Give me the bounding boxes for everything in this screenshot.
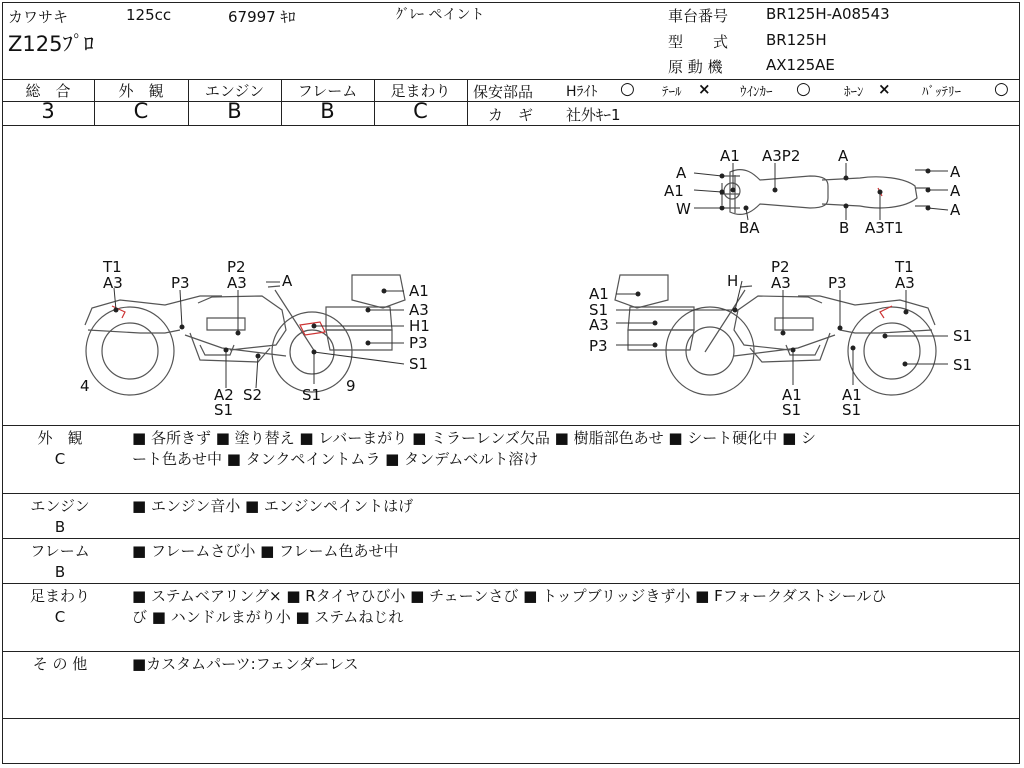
- damage-label: T1: [895, 258, 914, 276]
- note-label-suspension: 足まわり: [29, 587, 90, 605]
- divider: [2, 718, 1020, 719]
- exterior-label: 外 観: [118, 82, 164, 100]
- tail-label: ﾃｰﾙ: [662, 85, 682, 100]
- divider: [2, 538, 1020, 539]
- suspension-grade-label: 足まわり: [390, 82, 451, 100]
- note-text-engine: ■ エンジン音小 ■ エンジンペイントはげ: [132, 497, 414, 515]
- damage-label: A3P2: [762, 147, 801, 165]
- winker-label: ｳｲﾝｶｰ: [740, 85, 773, 100]
- engine-grade-label: エンジン: [204, 82, 265, 100]
- engine-value: AX125AE: [766, 56, 835, 74]
- note-text-frame: ■ フレームさび小 ■ フレーム色あせ中: [132, 542, 399, 560]
- frame-grade-label: フレーム: [297, 82, 358, 100]
- damage-label: A1: [720, 147, 740, 165]
- damage-label: S1: [409, 355, 429, 373]
- suspension-grade: C: [413, 99, 428, 123]
- damage-label: P3: [409, 334, 428, 352]
- headlight-label: Hﾗｲﾄ: [566, 84, 598, 100]
- key-value: 社外ｷｰ1: [566, 106, 621, 124]
- note-text-exterior-1: ■ 各所きず ■ 塗り替え ■ レバーまがり ■ ミラーレンズ欠品 ■ 樹脂部色あせ ■ シート硬化中 ■ シ: [132, 429, 817, 447]
- damage-label: A1: [782, 386, 802, 404]
- damage-label: B: [839, 219, 850, 237]
- note-grade-engine: B: [54, 518, 66, 536]
- color: ｸﾞﾚｰ ペイント: [396, 7, 485, 23]
- damage-label: A2: [214, 386, 234, 404]
- note-grade-suspension: C: [54, 608, 66, 626]
- note-label-exterior: 外 観: [37, 429, 83, 447]
- damage-label: A3: [103, 274, 123, 292]
- exterior-grade: C: [133, 99, 149, 123]
- divider: [2, 425, 1020, 426]
- damage-label: S1: [953, 356, 973, 374]
- overall-grade: 3: [41, 99, 55, 123]
- damage-label: P3: [828, 274, 847, 292]
- damage-label: A: [838, 147, 849, 165]
- note-text-suspension-1: ■ ステムベアリング× ■ Rタイヤひび小 ■ チェーンさび ■ トップブリッジきず小 ■ Fフォークダストシールひ: [132, 587, 887, 605]
- damage-label: 4: [80, 377, 90, 395]
- displacement: 125cc: [126, 6, 172, 24]
- frame-grade: B: [320, 99, 335, 123]
- damage-label: P3: [589, 337, 608, 355]
- damage-label: A: [950, 163, 961, 181]
- type-label: 型 式: [668, 33, 729, 51]
- horn-label: ﾎｰﾝ: [844, 85, 864, 100]
- note-text-exterior-2: ート色あせ中 ■ タンクペイントムラ ■ タンデムベルト溶け: [132, 450, 539, 468]
- divider: [2, 583, 1020, 584]
- battery-status: ○: [994, 79, 1009, 99]
- note-label-other: そ の 他: [32, 655, 88, 673]
- mileage: 67997 ｷﾛ: [228, 8, 296, 26]
- type-value: BR125H: [766, 31, 827, 49]
- engine-grade: B: [227, 99, 242, 123]
- damage-label: H: [727, 272, 739, 290]
- damage-label: P3: [171, 274, 190, 292]
- winker-status: ○: [796, 79, 811, 99]
- note-text-suspension-2: び ■ ハンドルまがり小 ■ ステムねじれ: [132, 608, 404, 626]
- damage-label: S1: [953, 327, 973, 345]
- damage-label: A3: [227, 274, 247, 292]
- overall-label: 総 合: [25, 82, 71, 100]
- frame-number: BR125H-A08543: [766, 5, 890, 23]
- damage-label: P2: [227, 258, 246, 276]
- divider: [467, 79, 468, 126]
- damage-label: A: [950, 201, 961, 219]
- damage-label: 9: [346, 377, 356, 395]
- damage-label: A: [950, 182, 961, 200]
- damage-label: A3: [409, 301, 429, 319]
- maker: カワサキ: [8, 8, 69, 26]
- damage-label: A: [282, 272, 293, 290]
- headlight-status: ○: [620, 79, 635, 99]
- damage-label: W: [676, 200, 691, 218]
- damage-diagram: [0, 126, 1024, 426]
- horn-status: ×: [878, 80, 891, 98]
- divider: [2, 651, 1020, 652]
- damage-label: S1: [842, 401, 862, 419]
- engine-label: 原 動 機: [668, 58, 723, 76]
- key-label: カ ギ: [488, 106, 534, 124]
- damage-label: S1: [782, 401, 802, 419]
- damage-label: A1: [409, 282, 429, 300]
- model-name: Z125ﾌﾟﾛ: [8, 32, 94, 56]
- damage-label: A3: [589, 316, 609, 334]
- damage-label: A1: [842, 386, 862, 404]
- damage-label: H1: [409, 317, 430, 335]
- safety-label: 保安部品: [473, 83, 534, 101]
- frame-number-label: 車台番号: [668, 7, 729, 25]
- damage-label: A1: [664, 182, 684, 200]
- damage-label: A3: [771, 274, 791, 292]
- damage-label: BA: [739, 219, 760, 237]
- divider: [2, 493, 1020, 494]
- damage-label: S2: [243, 386, 263, 404]
- damage-label: S1: [214, 401, 234, 419]
- note-grade-frame: B: [54, 563, 66, 581]
- tail-status: ×: [698, 80, 711, 98]
- damage-label: A: [676, 164, 687, 182]
- damage-label: A3T1: [865, 219, 904, 237]
- divider: [467, 101, 1020, 102]
- note-label-frame: フレーム: [30, 542, 90, 560]
- damage-label: T1: [103, 258, 122, 276]
- note-text-other: ■カスタムパーツ:フェンダーレス: [132, 655, 359, 673]
- damage-label: A1: [589, 285, 609, 303]
- damage-label: S1: [302, 386, 322, 404]
- damage-label: S1: [589, 301, 609, 319]
- note-label-engine: エンジン: [30, 497, 90, 515]
- damage-label: P2: [771, 258, 790, 276]
- damage-label: A3: [895, 274, 915, 292]
- battery-label: ﾊﾞｯﾃﾘｰ: [922, 85, 961, 100]
- note-grade-exterior: C: [54, 450, 66, 468]
